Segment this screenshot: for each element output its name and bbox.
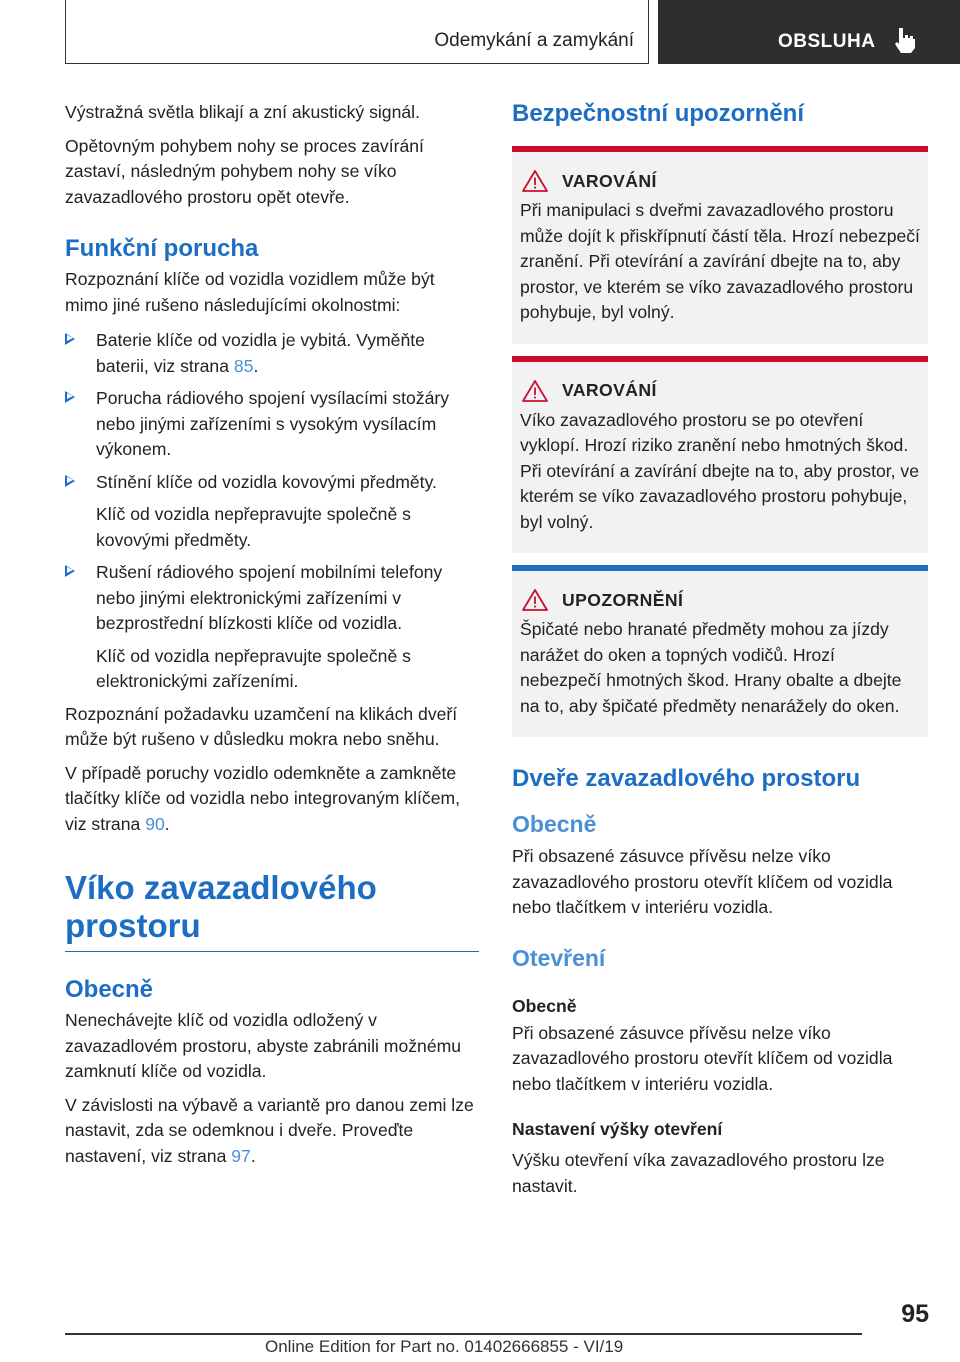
paragraph: Rozpoznání klíče od vozidla vozidlem může být mimo jiné rušeno následujícími okolnostmi: (65, 269, 435, 315)
list-item-subtext: Klíč od vozidla nepřepravujte společně s elektronickými zařízeními. (96, 645, 411, 691)
warning-box (512, 356, 928, 554)
warning-triangle-icon (522, 170, 548, 192)
page-number: 95 (901, 1300, 929, 1328)
paragraph: Výstražná světla blikají a zní akustický signál. (65, 102, 420, 122)
paragraph: Opětovným pohybem nohy se proces zavírání zastaví, následným pohybem nohy se víko zavazadlového prostoru opět otevře. (65, 135, 424, 207)
paragraph: Při obsazené zásuvce přívěsu nelze víko zavazadlového prostoru otevřít klíčem od vozidla nebo tlačítkem v interiéru vozidla. (512, 846, 893, 917)
footer-divider (65, 1333, 862, 1335)
list-item (65, 560, 479, 637)
subheading-opening-height: Nastavení výšky otevření (512, 1119, 723, 1139)
page-link-85[interactable]: 85 (233, 355, 254, 376)
list-item (65, 386, 479, 463)
heading-trunk-door: Dveře zavazadlového prostoru (512, 765, 861, 792)
notice-title: UPOZORNĚNÍ (562, 589, 684, 610)
subheading-general: Obecně (512, 995, 577, 1016)
footer-edition: Online Edition for Part no. 01402666855 - VI/19 (265, 1337, 624, 1356)
heading-general: Obecně (65, 976, 154, 1003)
list-item (65, 470, 479, 496)
heading-opening: Otevření (512, 944, 606, 971)
warning-text: Víko zavazadlového prostoru se po otevření vyklopí. Hrozí riziko zranění nebo hmotných škod. Při otevírání a zavírání dbejte na to, aby prostor, ve kterém se víko zavazadlového prostoru pohybuje, byl volný. (520, 409, 920, 532)
paragraph: Výšku otevření víka zavazadlového prostoru lze nastavit. (512, 1150, 885, 1196)
triangle-bullet-icon (65, 333, 75, 345)
period: . (164, 813, 170, 834)
fault-causes-list-cont (65, 560, 479, 637)
warning-triangle-icon (522, 589, 548, 611)
fault-causes-list (65, 328, 479, 495)
warning-title: VAROVÁNÍ (562, 380, 657, 400)
list-item-subtext: Klíč od vozidla nepřepravujte společně s kovovými předměty. (96, 504, 411, 550)
warning-triangle-icon (522, 380, 548, 402)
pointing-hand-icon (892, 26, 918, 54)
page-link-90[interactable]: 90 (145, 813, 165, 834)
heading-functional-fault: Funkční porucha (65, 235, 259, 262)
header-chapter-box (658, 0, 960, 64)
list-item-text: Porucha rádiového spojení vysílacími stožáry nebo jinými zařízeními s vysokým vysílacím výkonem. (96, 388, 450, 459)
list-item (65, 328, 479, 379)
notice-text: Špičaté nebo hranaté předměty mohou za jízdy narážet do oken a topných vodičů. Hrozí nebezpečí hmotných škod. Hrany obalte a dbejte na to, aby špičaté předměty nenarážely do oken. (520, 619, 902, 716)
period: . (250, 1145, 256, 1166)
header-chapter-title: OBSLUHA (778, 31, 876, 52)
heading-safety-notes: Bezpečnostní upozornění (512, 100, 805, 127)
triangle-bullet-icon (65, 391, 75, 403)
right-column (512, 100, 928, 1207)
list-item-text: Baterie klíče od vozidla je vybitá. Vyměňte baterii, viz strana (96, 330, 425, 376)
header-section-box (65, 0, 649, 64)
heading-general: Obecně (512, 811, 597, 837)
triangle-bullet-icon (65, 475, 75, 487)
header-section-title: Odemykání a zamykání (434, 30, 634, 51)
page-link-97[interactable]: 97 (231, 1145, 251, 1166)
warning-title: VAROVÁNÍ (562, 170, 657, 191)
paragraph: Nenechávejte klíč od vozidla odložený v zavazadlovém prostoru, abyste zabránili možnému zamknutí klíče od vozidla. (65, 1010, 462, 1081)
paragraph: Rozpoznání požadavku uzamčení na klikách dveří může být rušeno v důsledku mokra nebo sněhu. (65, 703, 458, 749)
warning-text: Při manipulaci s dveřmi zavazadlového prostoru může dojít k přiskřípnutí částí těla. Hrozí nebezpečí zranění. Při otevírání a zavírání dbejte na to, aby prostor, ve kterém se víko zavazadlového prostoru pohybuje, byl volný. (520, 200, 920, 322)
paragraph-text: V případě poruchy vozidlo odemkněte a zamkněte tlačítky klíče od vozidla nebo integrovaným klíčem, viz strana (65, 762, 461, 834)
paragraph: Při obsazené zásuvce přívěsu nelze víko zavazadlového prostoru otevřít klíčem od vozidla nebo tlačítkem v interiéru vozidla. (512, 1022, 893, 1094)
triangle-bullet-icon (65, 565, 75, 577)
list-item-text: Stínění klíče od vozidla kovovými předměty. (96, 471, 437, 492)
heading-trunk-lid: Víko zavazadlového prostoru (65, 869, 479, 952)
paragraph-text: V závislosti na výbavě a variantě pro danou zemi lze nastavit, zda se odemknou i dveře. Proveďte nastavení, viz strana (65, 1094, 474, 1166)
period: . (253, 355, 259, 376)
left-column (65, 100, 479, 1177)
notice-box (512, 565, 928, 737)
warning-box (512, 146, 928, 344)
list-item-text: Rušení rádiového spojení mobilními telefony nebo jinými elektronickými zařízeními v bezprostřední blízkosti klíče od vozidla. (96, 562, 443, 633)
